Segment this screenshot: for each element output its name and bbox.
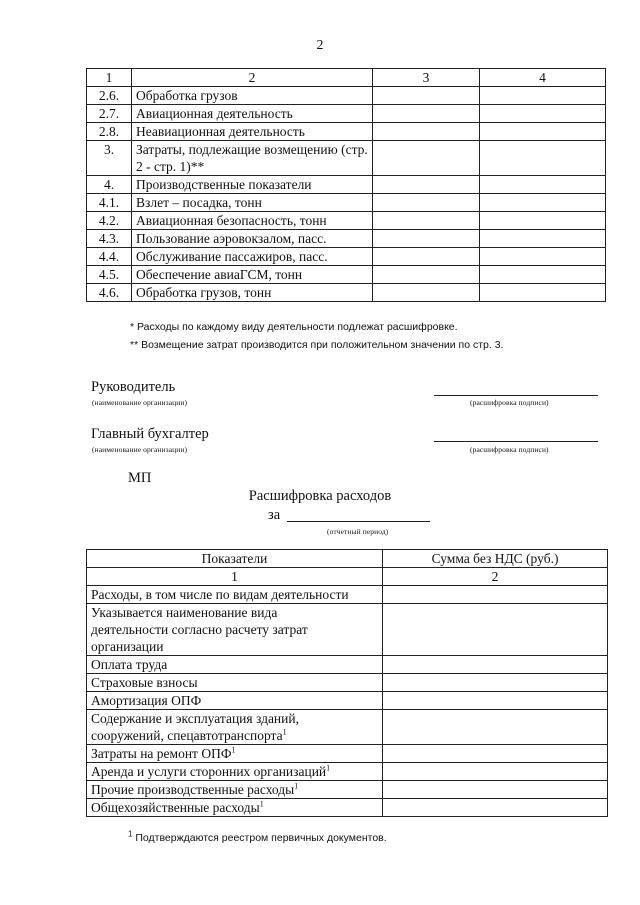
expense-label xyxy=(87,710,383,745)
table-row xyxy=(87,141,606,176)
expense-label-text: Прочие производственные расходы xyxy=(91,782,295,797)
expense-label-line xyxy=(91,710,378,727)
expense-label xyxy=(87,799,383,817)
expense-label-line xyxy=(91,763,378,780)
column-number-header: 2 xyxy=(132,69,373,87)
table-row xyxy=(87,586,608,604)
table-row xyxy=(87,194,606,212)
expense-label-text: Оплата труда xyxy=(91,657,168,672)
indicators-header: Показатели xyxy=(87,550,383,568)
stamp-place: МП xyxy=(128,470,152,486)
column-number-header: 1 xyxy=(87,568,383,586)
amount-cell xyxy=(383,674,608,692)
amount-cell xyxy=(383,781,608,799)
row-label: Обеспечение авиаГСМ, тонн xyxy=(132,266,373,284)
row-number: 4.2. xyxy=(87,212,132,230)
expense-label xyxy=(87,763,383,781)
expense-label xyxy=(87,745,383,763)
expense-label-text: Общехозяйственные расходы xyxy=(91,800,260,815)
footnote-text: Подтверждаются реестром первичных документов. xyxy=(135,832,387,844)
amount-cell xyxy=(383,586,608,604)
expense-label xyxy=(87,586,383,604)
breakdown-title: Расшифровка расходов xyxy=(248,488,392,504)
expense-label-line xyxy=(91,604,378,621)
footnote-reference: 1 xyxy=(231,745,236,755)
row-number: 2.7. xyxy=(87,105,132,123)
table-row xyxy=(87,284,606,302)
row-number: 4.4. xyxy=(87,248,132,266)
footnote-reference: 1 xyxy=(282,727,287,737)
value-cell-3 xyxy=(373,123,480,141)
table-row xyxy=(87,248,606,266)
table-row xyxy=(87,799,608,817)
accountant-signature-line xyxy=(434,441,598,442)
value-cell-4 xyxy=(480,212,606,230)
indicators-table xyxy=(86,68,606,302)
accountant-signature-caption: (расшифровка подписи) xyxy=(470,445,549,454)
row-label: Авиационная деятельность xyxy=(132,105,373,123)
note-expenses: * Расходы по каждому виду деятельности подлежат расшифровке. xyxy=(130,321,458,333)
table-row xyxy=(87,763,608,781)
column-number-header: 1 xyxy=(87,69,132,87)
expense-label xyxy=(87,604,383,656)
row-number: 4. xyxy=(87,176,132,194)
head-org-caption: (наименование организации) xyxy=(92,398,188,407)
value-cell-4 xyxy=(480,248,606,266)
row-label: Обработка грузов, тонн xyxy=(132,284,373,302)
expense-label-text: организации xyxy=(91,639,164,654)
column-number-header: 4 xyxy=(480,69,606,87)
page-number: 2 xyxy=(316,38,324,53)
row-label: Неавиационная деятельность xyxy=(132,123,373,141)
period-caption: (отчетный период) xyxy=(327,527,389,536)
expense-label-text: Содержание и эксплуатация зданий, xyxy=(91,711,299,726)
amount-cell xyxy=(383,604,608,656)
head-signature-line xyxy=(434,395,598,396)
expense-label-text: деятельности согласно расчету затрат xyxy=(91,622,308,637)
breakdown-header-row xyxy=(87,550,608,568)
value-cell-3 xyxy=(373,141,480,176)
table-row xyxy=(87,266,606,284)
value-cell-3 xyxy=(373,212,480,230)
table-row xyxy=(87,692,608,710)
expense-label-text: Страховые взносы xyxy=(91,675,198,690)
breakdown-number-row xyxy=(87,568,608,586)
row-label: Обработка грузов xyxy=(132,87,373,105)
row-label: Взлет – посадка, тонн xyxy=(132,194,373,212)
footnote xyxy=(128,829,387,844)
expense-label xyxy=(87,656,383,674)
value-cell-4 xyxy=(480,284,606,302)
head-label: Руководитель xyxy=(91,379,176,395)
head-signature-caption: (расшифровка подписи) xyxy=(470,398,549,407)
table-row xyxy=(87,123,606,141)
table-header-row xyxy=(87,69,606,87)
row-number: 3. xyxy=(87,141,132,176)
amount-cell xyxy=(383,745,608,763)
footnote-reference: 1 xyxy=(259,799,264,809)
accountant-label: Главный бухгалтер xyxy=(91,426,209,442)
value-cell-4 xyxy=(480,176,606,194)
amount-cell xyxy=(383,710,608,745)
value-cell-4 xyxy=(480,123,606,141)
column-number-header: 2 xyxy=(383,568,608,586)
footnote-reference: 1 xyxy=(326,763,331,773)
row-label: Авиационная безопасность, тонн xyxy=(132,212,373,230)
expense-label-line xyxy=(91,692,378,709)
value-cell-4 xyxy=(480,105,606,123)
row-number: 4.5. xyxy=(87,266,132,284)
value-cell-4 xyxy=(480,87,606,105)
expense-label xyxy=(87,674,383,692)
row-number: 4.3. xyxy=(87,230,132,248)
value-cell-4 xyxy=(480,141,606,176)
value-cell-3 xyxy=(373,266,480,284)
expense-label-line xyxy=(91,727,378,744)
row-label: Пользование аэровокзалом, пасс. xyxy=(132,230,373,248)
row-number: 2.6. xyxy=(87,87,132,105)
table-row xyxy=(87,710,608,745)
expense-label-text: Затраты на ремонт ОПФ xyxy=(91,746,232,761)
table-row xyxy=(87,87,606,105)
value-cell-4 xyxy=(480,230,606,248)
value-cell-3 xyxy=(373,230,480,248)
expense-label-line xyxy=(91,656,378,673)
table-row xyxy=(87,674,608,692)
expense-label-line xyxy=(91,781,378,798)
value-cell-4 xyxy=(480,194,606,212)
row-label: Производственные показатели xyxy=(132,176,373,194)
amount-cell xyxy=(383,763,608,781)
row-number: 4.1. xyxy=(87,194,132,212)
note-reimbursement: ** Возмещение затрат производится при положительном значении по стр. 3. xyxy=(130,339,504,351)
row-label: Затраты, подлежащие возмещению (стр. 2 - стр. 1)** xyxy=(132,141,373,176)
row-number: 4.6. xyxy=(87,284,132,302)
row-label: Обслуживание пассажиров, пасс. xyxy=(132,248,373,266)
table-row xyxy=(87,212,606,230)
footnote-reference: 1 xyxy=(294,781,299,791)
period-line xyxy=(287,521,430,522)
expense-label-line xyxy=(91,745,378,762)
table-row xyxy=(87,604,608,656)
value-cell-4 xyxy=(480,266,606,284)
expense-label-text: сооружений, спецавтотранспорта xyxy=(91,728,283,743)
expenses-breakdown-table xyxy=(86,549,608,817)
table-row xyxy=(87,105,606,123)
amount-cell xyxy=(383,799,608,817)
period-prefix: за xyxy=(268,507,281,523)
amount-header: Сумма без НДС (руб.) xyxy=(383,550,608,568)
value-cell-3 xyxy=(373,194,480,212)
value-cell-3 xyxy=(373,105,480,123)
value-cell-3 xyxy=(373,176,480,194)
table-row xyxy=(87,745,608,763)
expense-label-line xyxy=(91,674,378,691)
expense-label-line xyxy=(91,638,378,655)
expense-label-text: Амортизация ОПФ xyxy=(91,693,202,708)
footnote-mark: 1 xyxy=(128,829,133,839)
expense-label xyxy=(87,781,383,799)
table-row xyxy=(87,781,608,799)
column-number-header: 3 xyxy=(373,69,480,87)
value-cell-3 xyxy=(373,248,480,266)
table-row xyxy=(87,176,606,194)
accountant-org-caption: (наименование организации) xyxy=(92,445,188,454)
amount-cell xyxy=(383,692,608,710)
expense-label-text: Указывается наименование вида xyxy=(91,605,278,620)
expense-label-text: Расходы, в том числе по видам деятельности xyxy=(91,587,349,602)
table-notes xyxy=(130,318,503,354)
value-cell-3 xyxy=(373,284,480,302)
expense-label-line xyxy=(91,621,378,638)
row-number: 2.8. xyxy=(87,123,132,141)
value-cell-3 xyxy=(373,87,480,105)
amount-cell xyxy=(383,656,608,674)
table-row xyxy=(87,656,608,674)
expense-label-line xyxy=(91,586,378,603)
expense-label xyxy=(87,692,383,710)
expense-label-text: Аренда и услуги сторонних организаций xyxy=(91,764,327,779)
table-row xyxy=(87,230,606,248)
expense-label-line xyxy=(91,799,378,816)
